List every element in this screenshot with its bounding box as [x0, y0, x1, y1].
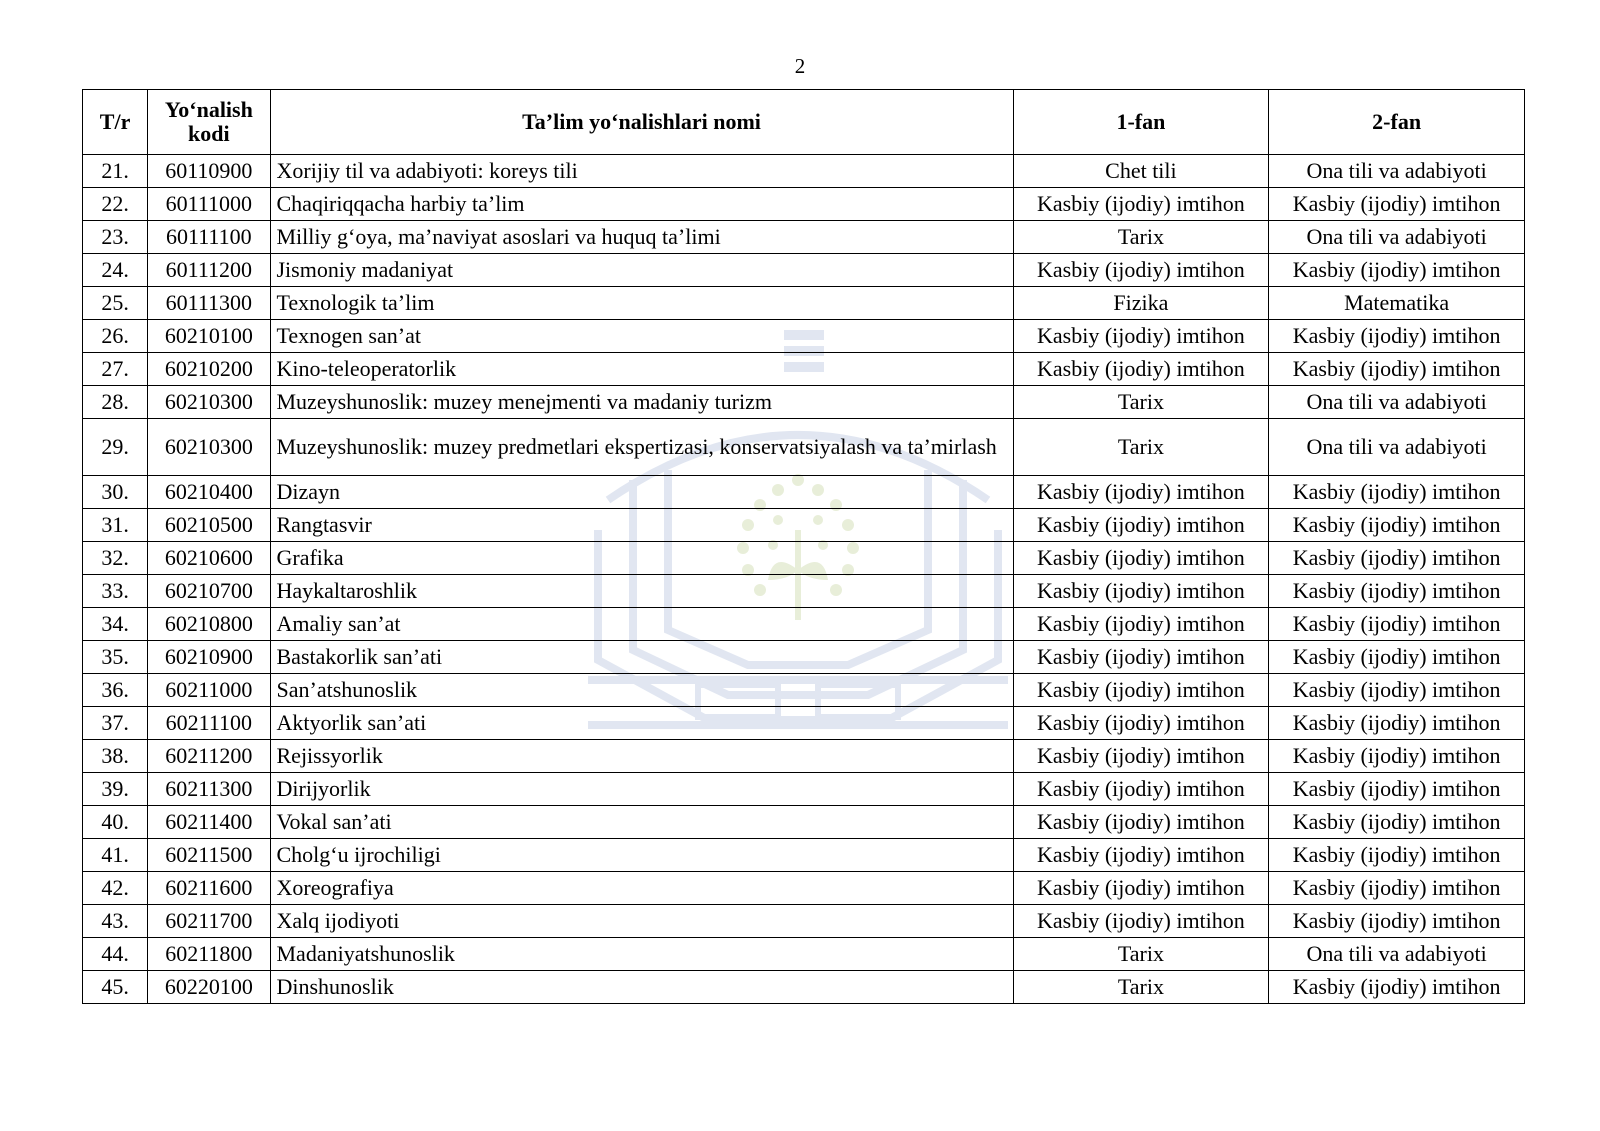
row-number: 43.	[83, 905, 148, 938]
table-row	[83, 320, 1525, 353]
row-name: Texnologik ta’lim	[270, 287, 1013, 320]
row-number: 25.	[83, 287, 148, 320]
row-code: 60210400	[148, 476, 270, 509]
row-number: 22.	[83, 188, 148, 221]
row-number: 31.	[83, 509, 148, 542]
row-code: 60210500	[148, 509, 270, 542]
row-subject2: Ona tili va adabiyoti	[1269, 938, 1525, 971]
row-name: Vokal san’ati	[270, 806, 1013, 839]
row-code: 60111200	[148, 254, 270, 287]
row-subject2: Kasbiy (ijodiy) imtihon	[1269, 707, 1525, 740]
row-number: 41.	[83, 839, 148, 872]
table-row	[83, 905, 1525, 938]
table-row	[83, 155, 1525, 188]
row-subject1: Kasbiy (ijodiy) imtihon	[1013, 740, 1269, 773]
row-subject2: Kasbiy (ijodiy) imtihon	[1269, 641, 1525, 674]
table-row	[83, 419, 1525, 476]
table-row	[83, 740, 1525, 773]
row-subject1: Chet tili	[1013, 155, 1269, 188]
row-subject2: Ona tili va adabiyoti	[1269, 221, 1525, 254]
row-subject2: Kasbiy (ijodiy) imtihon	[1269, 971, 1525, 1004]
table-row	[83, 221, 1525, 254]
row-subject2: Ona tili va adabiyoti	[1269, 419, 1525, 476]
row-name: Amaliy san’at	[270, 608, 1013, 641]
row-subject2: Kasbiy (ijodiy) imtihon	[1269, 542, 1525, 575]
row-number: 40.	[83, 806, 148, 839]
row-subject2: Kasbiy (ijodiy) imtihon	[1269, 872, 1525, 905]
row-subject1: Tarix	[1013, 386, 1269, 419]
table-row	[83, 641, 1525, 674]
row-code: 60211000	[148, 674, 270, 707]
row-code: 60210800	[148, 608, 270, 641]
row-subject2: Kasbiy (ijodiy) imtihon	[1269, 608, 1525, 641]
row-number: 37.	[83, 707, 148, 740]
row-number: 28.	[83, 386, 148, 419]
table-row	[83, 575, 1525, 608]
row-name: Xoreografiya	[270, 872, 1013, 905]
row-subject2: Kasbiy (ijodiy) imtihon	[1269, 320, 1525, 353]
row-subject2: Kasbiy (ijodiy) imtihon	[1269, 839, 1525, 872]
row-number: 44.	[83, 938, 148, 971]
row-subject1: Kasbiy (ijodiy) imtihon	[1013, 608, 1269, 641]
row-number: 24.	[83, 254, 148, 287]
row-subject1: Kasbiy (ijodiy) imtihon	[1013, 476, 1269, 509]
row-number: 32.	[83, 542, 148, 575]
table-row	[83, 806, 1525, 839]
row-name: Dirijyorlik	[270, 773, 1013, 806]
row-subject1: Tarix	[1013, 971, 1269, 1004]
table-row	[83, 839, 1525, 872]
row-number: 34.	[83, 608, 148, 641]
row-subject2: Matematika	[1269, 287, 1525, 320]
row-subject1: Kasbiy (ijodiy) imtihon	[1013, 320, 1269, 353]
row-subject1: Kasbiy (ijodiy) imtihon	[1013, 674, 1269, 707]
row-code: 60211300	[148, 773, 270, 806]
table-row	[83, 608, 1525, 641]
row-subject1: Tarix	[1013, 221, 1269, 254]
table-row	[83, 188, 1525, 221]
row-code: 60111300	[148, 287, 270, 320]
row-name: Madaniyatshunoslik	[270, 938, 1013, 971]
row-subject1: Kasbiy (ijodiy) imtihon	[1013, 707, 1269, 740]
header-number: T/r	[83, 90, 148, 155]
row-number: 42.	[83, 872, 148, 905]
row-name: Dizayn	[270, 476, 1013, 509]
row-code: 60211500	[148, 839, 270, 872]
table-row	[83, 542, 1525, 575]
row-subject1: Fizika	[1013, 287, 1269, 320]
row-code: 60111000	[148, 188, 270, 221]
row-name: Jismoniy madaniyat	[270, 254, 1013, 287]
row-code: 60210700	[148, 575, 270, 608]
row-subject2: Kasbiy (ijodiy) imtihon	[1269, 476, 1525, 509]
row-name: Aktyorlik san’ati	[270, 707, 1013, 740]
row-number: 30.	[83, 476, 148, 509]
row-name: Cholg‘u ijrochiligi	[270, 839, 1013, 872]
header-code-line2: kodi	[188, 121, 230, 146]
row-subject2: Ona tili va adabiyoti	[1269, 155, 1525, 188]
row-subject1: Kasbiy (ijodiy) imtihon	[1013, 872, 1269, 905]
row-subject2: Kasbiy (ijodiy) imtihon	[1269, 773, 1525, 806]
header-subject1: 1-fan	[1013, 90, 1269, 155]
row-code: 60210600	[148, 542, 270, 575]
row-subject2: Kasbiy (ijodiy) imtihon	[1269, 740, 1525, 773]
row-subject1: Tarix	[1013, 419, 1269, 476]
table-header-row	[83, 90, 1525, 155]
row-code: 60211200	[148, 740, 270, 773]
row-name: Texnogen san’at	[270, 320, 1013, 353]
row-code: 60211100	[148, 707, 270, 740]
row-number: 29.	[83, 419, 148, 476]
subjects-table	[82, 89, 1525, 1004]
row-subject1: Kasbiy (ijodiy) imtihon	[1013, 905, 1269, 938]
table-row	[83, 773, 1525, 806]
row-subject1: Kasbiy (ijodiy) imtihon	[1013, 839, 1269, 872]
row-subject1: Tarix	[1013, 938, 1269, 971]
row-subject1: Kasbiy (ijodiy) imtihon	[1013, 353, 1269, 386]
row-number: 27.	[83, 353, 148, 386]
table-row	[83, 386, 1525, 419]
row-subject1: Kasbiy (ijodiy) imtihon	[1013, 188, 1269, 221]
row-number: 23.	[83, 221, 148, 254]
page-number: 2	[794, 54, 806, 78]
table-body	[83, 155, 1525, 1004]
row-name: Dinshunoslik	[270, 971, 1013, 1004]
row-code: 60110900	[148, 155, 270, 188]
row-subject2: Kasbiy (ijodiy) imtihon	[1269, 353, 1525, 386]
row-subject2: Kasbiy (ijodiy) imtihon	[1269, 806, 1525, 839]
row-code: 60210900	[148, 641, 270, 674]
row-subject2: Kasbiy (ijodiy) imtihon	[1269, 905, 1525, 938]
row-number: 26.	[83, 320, 148, 353]
row-subject2: Kasbiy (ijodiy) imtihon	[1269, 509, 1525, 542]
table-row	[83, 287, 1525, 320]
table-row	[83, 476, 1525, 509]
row-subject2: Kasbiy (ijodiy) imtihon	[1269, 254, 1525, 287]
row-subject2: Ona tili va adabiyoti	[1269, 386, 1525, 419]
row-code: 60211600	[148, 872, 270, 905]
table-row	[83, 872, 1525, 905]
row-subject2: Kasbiy (ijodiy) imtihon	[1269, 188, 1525, 221]
row-name: Bastakorlik san’ati	[270, 641, 1013, 674]
table-row	[83, 971, 1525, 1004]
row-code: 60220100	[148, 971, 270, 1004]
row-name: Xalq ijodiyoti	[270, 905, 1013, 938]
header-code-line1: Yo‘nalish	[164, 97, 253, 122]
row-name: Kino-teleoperatorlik	[270, 353, 1013, 386]
table-row	[83, 674, 1525, 707]
row-code: 60210100	[148, 320, 270, 353]
row-name: Milliy g‘oya, ma’naviyat asoslari va huquq ta’limi	[270, 221, 1013, 254]
row-name: Rejissyorlik	[270, 740, 1013, 773]
row-number: 21.	[83, 155, 148, 188]
row-code: 60211400	[148, 806, 270, 839]
row-name: Muzeyshunoslik: muzey menejmenti va madaniy turizm	[270, 386, 1013, 419]
table-row	[83, 254, 1525, 287]
row-code: 60210300	[148, 419, 270, 476]
row-name: Grafika	[270, 542, 1013, 575]
row-number: 35.	[83, 641, 148, 674]
table-row	[83, 509, 1525, 542]
row-subject1: Kasbiy (ijodiy) imtihon	[1013, 542, 1269, 575]
header-name: Ta’lim yo‘nalishlari nomi	[270, 90, 1013, 155]
row-subject1: Kasbiy (ijodiy) imtihon	[1013, 641, 1269, 674]
row-code: 60211700	[148, 905, 270, 938]
header-code	[148, 90, 270, 155]
row-name: Haykaltaroshlik	[270, 575, 1013, 608]
row-subject1: Kasbiy (ijodiy) imtihon	[1013, 773, 1269, 806]
row-name: San’atshunoslik	[270, 674, 1013, 707]
table-row	[83, 353, 1525, 386]
row-name: Rangtasvir	[270, 509, 1013, 542]
row-subject1: Kasbiy (ijodiy) imtihon	[1013, 509, 1269, 542]
row-number: 33.	[83, 575, 148, 608]
row-number: 39.	[83, 773, 148, 806]
row-subject2: Kasbiy (ijodiy) imtihon	[1269, 575, 1525, 608]
row-subject1: Kasbiy (ijodiy) imtihon	[1013, 806, 1269, 839]
table-row	[83, 938, 1525, 971]
row-code: 60211800	[148, 938, 270, 971]
row-subject2: Kasbiy (ijodiy) imtihon	[1269, 674, 1525, 707]
row-number: 38.	[83, 740, 148, 773]
row-number: 36.	[83, 674, 148, 707]
row-name: Chaqiriqqacha harbiy ta’lim	[270, 188, 1013, 221]
row-code: 60111100	[148, 221, 270, 254]
table-row	[83, 707, 1525, 740]
row-name: Muzeyshunoslik: muzey predmetlari ekspertizasi, konservatsiyalash va ta’mirlash	[270, 419, 1013, 476]
row-subject1: Kasbiy (ijodiy) imtihon	[1013, 575, 1269, 608]
row-number: 45.	[83, 971, 148, 1004]
row-code: 60210300	[148, 386, 270, 419]
header-subject2: 2-fan	[1269, 90, 1525, 155]
row-subject1: Kasbiy (ijodiy) imtihon	[1013, 254, 1269, 287]
row-name: Xorijiy til va adabiyoti: koreys tili	[270, 155, 1013, 188]
row-code: 60210200	[148, 353, 270, 386]
